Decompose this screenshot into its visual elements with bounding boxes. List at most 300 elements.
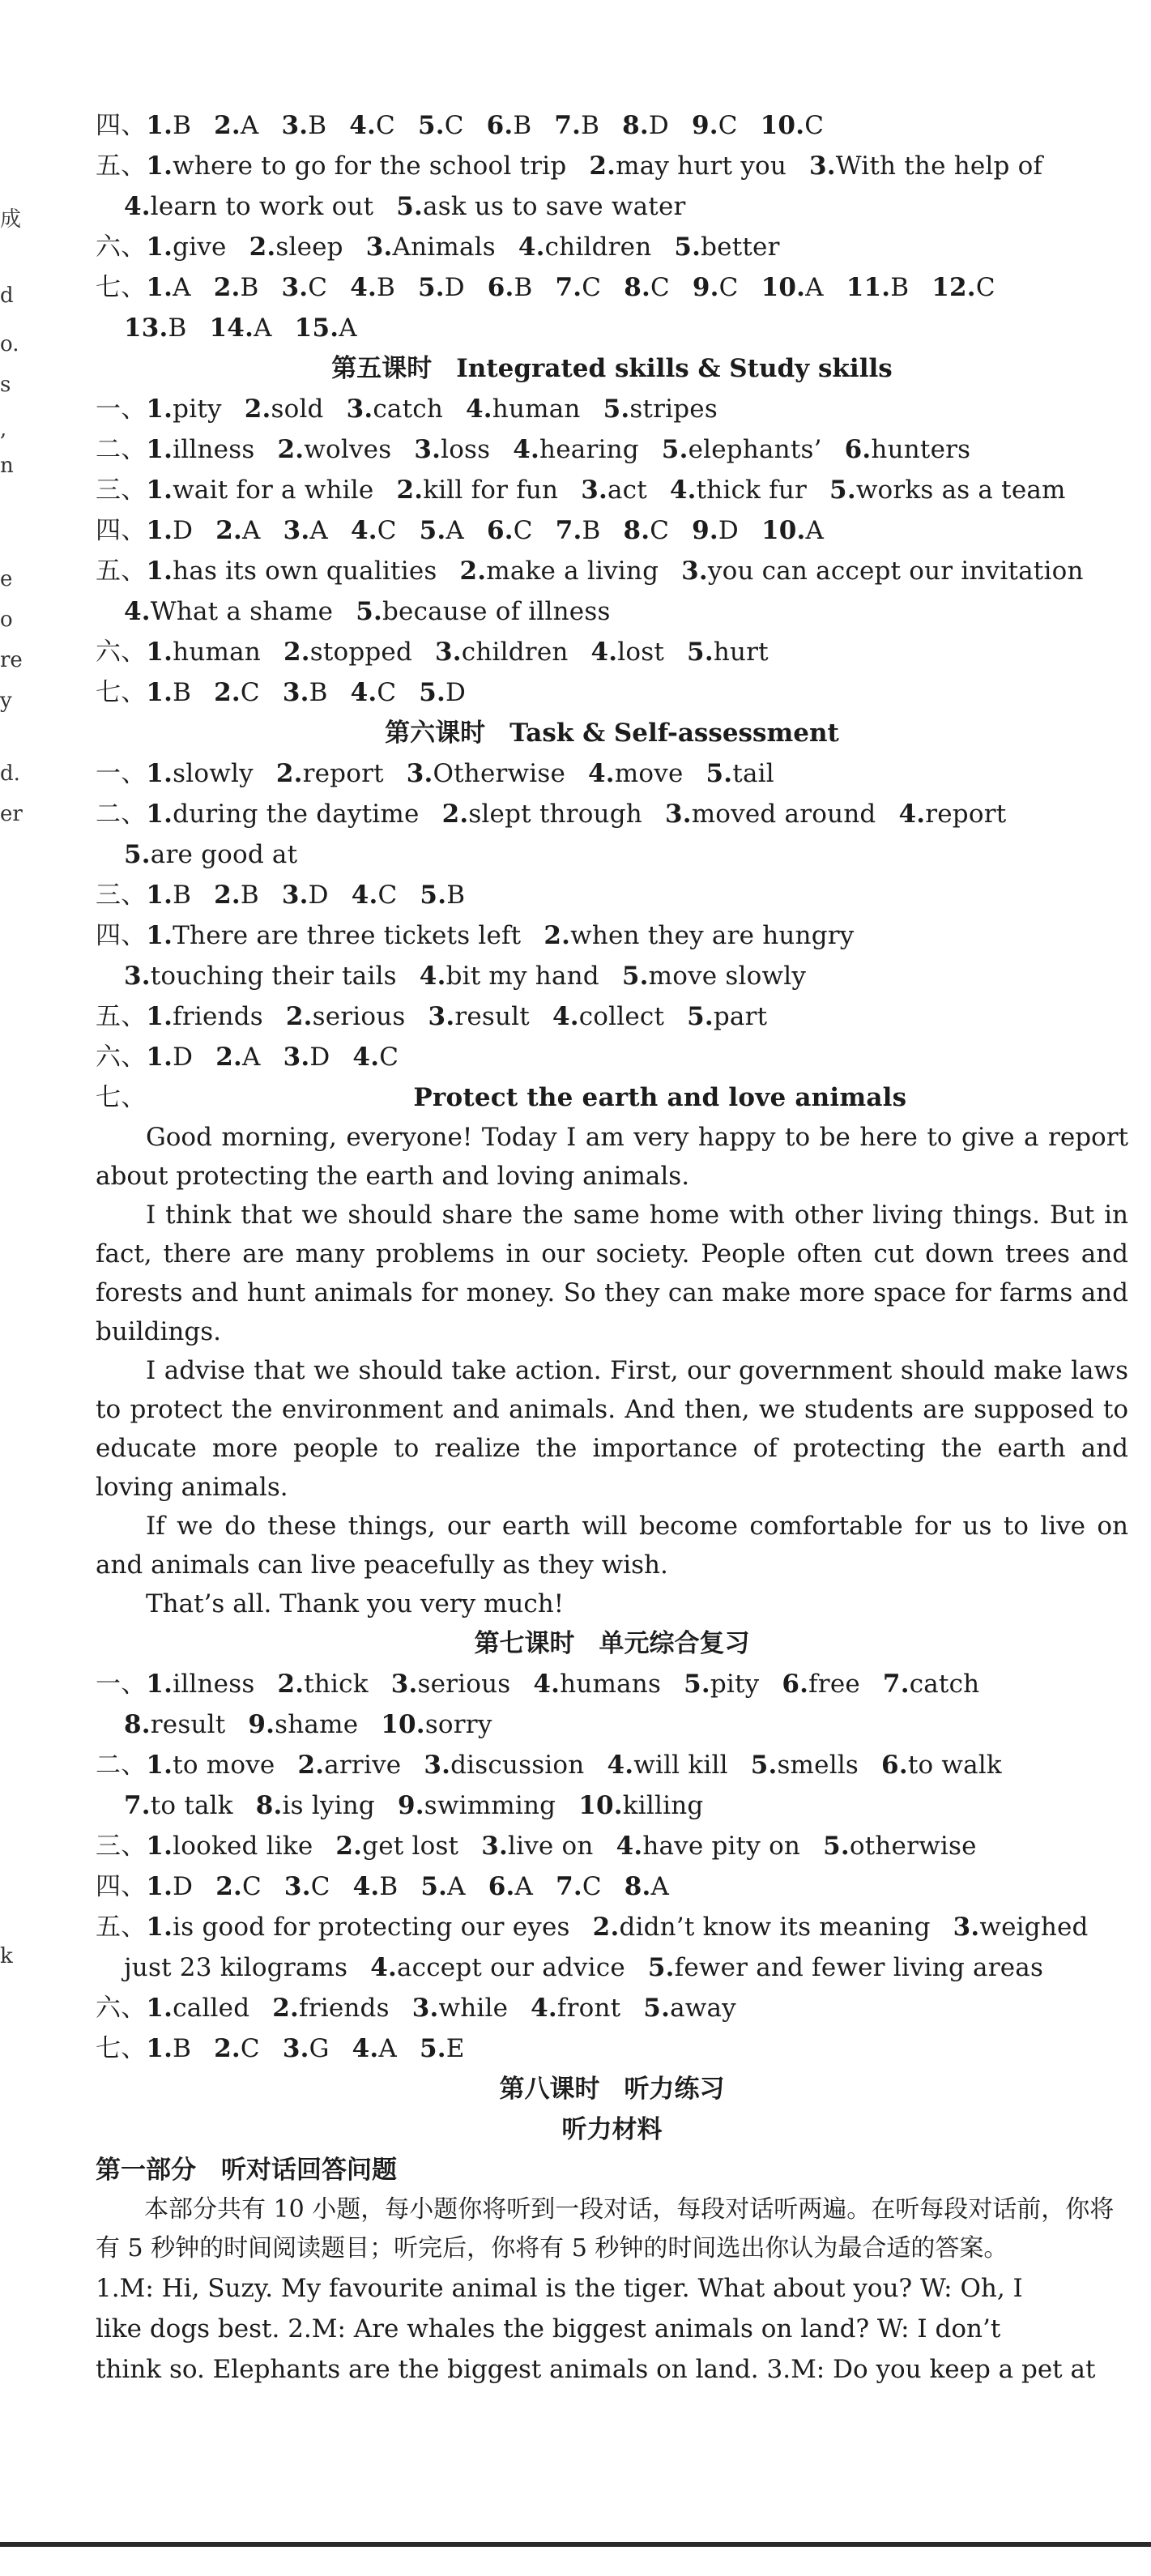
item-number: 2. [297, 1751, 325, 1780]
item-answer: thick fur [696, 476, 808, 505]
item-number: 3. [283, 1043, 310, 1072]
item-answer: D [173, 516, 194, 545]
item-number: 2. [283, 638, 310, 667]
item-answer: D [309, 1043, 330, 1072]
item-answer: free [808, 1670, 860, 1699]
item-number: 2. [544, 921, 571, 950]
item-number: 3. [428, 1002, 455, 1031]
item-answer: C [975, 273, 995, 302]
item-answer: C [242, 1872, 262, 1901]
section-number: 一、 [96, 759, 147, 788]
answer-item [214, 881, 259, 910]
answer-item [214, 111, 258, 140]
item-number: 9. [691, 111, 718, 140]
item-number: 2. [244, 395, 271, 424]
item-answer: children [461, 638, 569, 667]
item-answer: A [650, 1872, 670, 1901]
answer-item [351, 678, 397, 707]
item-answer: hurt [713, 638, 769, 667]
item-answer: friends [299, 1994, 390, 2023]
margin-glyph: y [0, 689, 12, 713]
item-number: 2. [592, 1913, 620, 1942]
item-number: 4. [124, 192, 151, 221]
item-number: 1. [146, 1994, 173, 2023]
item-number: 2. [215, 1043, 242, 1072]
answer-line [96, 1664, 1128, 1704]
answer-item [352, 2034, 397, 2063]
answer-item [146, 678, 191, 707]
item-answer: is lying [282, 1791, 375, 1820]
essay-heading-line [96, 1077, 1128, 1118]
answer-item [146, 395, 221, 424]
item-answer: away [670, 1994, 736, 2023]
answer-item [554, 111, 599, 140]
answer-item [578, 1791, 703, 1820]
answer-item [603, 395, 718, 424]
answer-item [418, 111, 464, 140]
item-number: 5. [643, 1994, 671, 2023]
section-number: 四、 [96, 1872, 147, 1901]
item-number: 5. [687, 638, 714, 667]
answer-item [481, 1832, 593, 1861]
answer-item [146, 1043, 193, 1072]
essay-paragraph: I advise that we should take action. First, our government should make laws to protect the environment and animals. And then, we students are supposed to educate more people to realize the importance of protecting the earth and loving animals. [96, 1356, 1128, 1502]
answer-item [459, 557, 659, 586]
answer-item [898, 800, 1006, 829]
answer-item [146, 557, 437, 586]
item-number: 4. [531, 1994, 557, 2023]
item-number: 4. [124, 597, 151, 626]
item-number: 5. [419, 516, 446, 545]
answer-line [96, 672, 1128, 713]
item-answer: hearing [539, 435, 639, 464]
answer-item [124, 1953, 347, 1982]
answer-item [391, 1670, 511, 1699]
item-answer: B [446, 881, 466, 910]
item-number: 2. [277, 435, 305, 464]
answer-item [286, 1002, 406, 1031]
part-one-instructions: 本部分共有 10 小题，每小题你将听到一段对话，每段对话听两遍。在听每段对话前，你将有 5 秒钟的时间阅读题目；听完后，你将有 5 秒钟的时间选出你认为最合适的答案。 [96, 2195, 1115, 2263]
item-number: 5. [396, 192, 424, 221]
item-answer: B [173, 111, 192, 140]
answer-item [442, 800, 642, 829]
margin-glyph: d [0, 284, 14, 308]
item-answer: will kill [633, 1751, 728, 1780]
item-number: 3. [283, 1872, 311, 1901]
item-answer: D [445, 678, 467, 707]
item-number: 3. [681, 557, 708, 586]
item-answer: children [544, 232, 652, 262]
answer-line [96, 146, 1128, 186]
item-answer: elephants’ [688, 435, 822, 464]
item-answer: B [173, 678, 192, 707]
item-answer: otherwise [849, 1832, 977, 1861]
item-answer: B [582, 516, 601, 545]
item-number: 1. [146, 800, 173, 829]
item-number: 5. [823, 1832, 850, 1861]
answer-item [544, 921, 854, 950]
section-number: 四、 [96, 516, 147, 545]
item-number: 7. [556, 1872, 582, 1901]
answer-item [214, 678, 260, 707]
answer-item [845, 435, 971, 464]
answer-item [349, 111, 395, 140]
item-number: 10. [761, 516, 806, 545]
section-number: 一、 [96, 395, 147, 424]
item-number: 5. [647, 1953, 675, 1982]
item-number: 7. [124, 1791, 151, 1820]
item-number: 3. [406, 759, 433, 788]
item-number: 1. [146, 111, 173, 140]
answer-line [96, 1947, 1128, 1988]
lesson-title-en: Task & Self-assessment [509, 719, 839, 748]
answer-item [146, 435, 254, 464]
item-answer: give [173, 232, 227, 262]
item-number: 2. [335, 1832, 363, 1861]
item-number: 3. [481, 1832, 508, 1861]
item-answer: B [376, 273, 395, 302]
item-number: 4. [590, 638, 618, 667]
answer-item [146, 1002, 262, 1031]
margin-glyph: o [0, 608, 13, 632]
item-answer: act [607, 476, 647, 505]
item-answer: didn’t know its meaning [619, 1913, 931, 1942]
item-answer: while [438, 1994, 509, 2023]
answer-item [146, 2034, 191, 2063]
item-answer: learn to work out [150, 192, 374, 221]
item-number: 10. [578, 1791, 623, 1820]
item-number: 12. [931, 273, 976, 302]
item-number: 2. [589, 151, 616, 181]
item-answer: better [701, 232, 780, 262]
answer-item [418, 273, 465, 302]
item-number: 2. [215, 1872, 242, 1901]
answer-item [295, 313, 357, 343]
item-number: 1. [146, 1913, 173, 1942]
section-number: 五、 [96, 1002, 147, 1031]
item-number: 1. [146, 1043, 173, 1072]
answer-item [823, 1832, 977, 1861]
answer-item [953, 1913, 1089, 1942]
answer-item [284, 1872, 330, 1901]
answer-item [146, 921, 521, 950]
item-answer: C [582, 273, 602, 302]
item-number: 1. [146, 1872, 173, 1901]
transcript-line: think so. Elephants are the biggest animals on land. 3.M: Do you keep a pet at [96, 2355, 1096, 2384]
answer-item [146, 881, 191, 910]
item-number: 2. [459, 557, 487, 586]
item-number: 1. [146, 2034, 173, 2063]
item-answer: part [713, 1002, 768, 1031]
answer-item [488, 1872, 533, 1901]
answer-item [693, 273, 739, 302]
item-number: 5. [419, 2034, 446, 2063]
item-number: 5. [124, 840, 151, 869]
item-number: 7. [554, 111, 582, 140]
item-answer: C [308, 273, 328, 302]
answer-item [665, 800, 876, 829]
item-answer: C [513, 516, 533, 545]
answer-item [829, 476, 1066, 505]
item-answer: B [240, 273, 259, 302]
item-answer: humans [560, 1670, 662, 1699]
item-answer: result [454, 1002, 530, 1031]
answer-item [283, 516, 328, 545]
item-answer: looked like [173, 1832, 313, 1861]
item-answer: D [718, 516, 739, 545]
answer-line [96, 632, 1128, 672]
answer-item [420, 2034, 465, 2063]
answer-item [593, 1913, 931, 1942]
answer-item [124, 840, 297, 869]
item-number: 4. [419, 962, 446, 991]
item-answer: E [445, 2034, 465, 2063]
item-number: 1. [146, 395, 173, 424]
answer-line [96, 227, 1128, 267]
lesson-heading [96, 713, 1128, 753]
margin-glyph: k [0, 1944, 13, 1968]
answer-item [684, 1670, 759, 1699]
answer-item [277, 435, 391, 464]
item-answer: hunters [871, 435, 971, 464]
answer-item [146, 1670, 254, 1699]
answer-item [366, 232, 496, 262]
answer-line [96, 389, 1128, 429]
item-answer: has its own qualities [173, 557, 437, 586]
section-number: 二、 [96, 435, 147, 464]
item-number: 10. [761, 273, 806, 302]
item-number: 2. [441, 800, 469, 829]
item-answer: G [309, 2034, 330, 2063]
answer-item [352, 881, 398, 910]
item-number: 10. [760, 111, 805, 140]
item-number: 5. [603, 395, 630, 424]
item-answer: lost [617, 638, 665, 667]
item-answer: fewer and fewer living areas [674, 1953, 1044, 1982]
item-number: 3. [664, 800, 692, 829]
answer-item [412, 1994, 508, 2023]
essay-paragraph: If we do these things, our earth will become comfortable for us to live on and animals can live peacefully as they wish. [96, 1512, 1128, 1580]
answer-item [245, 395, 324, 424]
item-number: 2. [214, 2034, 241, 2063]
item-answer: C [379, 1043, 399, 1072]
answer-item [248, 1710, 358, 1739]
item-answer: works as a team [855, 476, 1066, 505]
item-number: 4. [513, 435, 540, 464]
item-number: 3. [283, 516, 310, 545]
answer-content [96, 105, 1128, 2390]
item-number: 2. [214, 111, 241, 140]
item-answer: C [650, 273, 670, 302]
item-number: 1. [146, 678, 173, 707]
item-answer: slowly [173, 759, 254, 788]
item-answer: A [242, 1043, 261, 1072]
answer-line [96, 1988, 1128, 2028]
item-number: 4. [588, 759, 615, 788]
item-number: 2. [214, 881, 241, 910]
item-number: 1. [146, 1751, 173, 1780]
answer-item [407, 759, 565, 788]
item-number: 5. [621, 962, 649, 991]
item-number: 1. [146, 1670, 173, 1699]
answer-item [581, 476, 647, 505]
item-answer: kill for fun [423, 476, 559, 505]
item-answer: just 23 kilograms [124, 1953, 348, 1982]
item-answer: illness [173, 435, 255, 464]
item-number: 1. [146, 1832, 173, 1861]
answer-item [210, 313, 272, 343]
lesson-title-zh: 第七课时 [474, 1629, 575, 1658]
answer-item [356, 597, 610, 626]
item-answer: sorry [424, 1710, 492, 1739]
item-answer: stripes [629, 395, 718, 424]
transcript-line: 1.M: Hi, Suzy. My favourite animal is the tiger. What about you? W: Oh, I [96, 2274, 1023, 2303]
item-answer: arrive [324, 1751, 402, 1780]
answer-line [96, 1785, 1128, 1826]
item-number: 4. [352, 2034, 379, 2063]
section-number: 二、 [96, 800, 147, 829]
item-answer: move [614, 759, 684, 788]
lesson-title-zh: 第八课时 [499, 2075, 600, 2104]
answer-item [761, 516, 824, 545]
margin-glyph: n [0, 454, 14, 478]
item-answer: A [242, 516, 261, 545]
item-number: 15. [294, 313, 339, 343]
item-number: 5. [706, 759, 733, 788]
section-number: 三、 [96, 476, 147, 505]
answer-line [96, 1037, 1128, 1077]
lesson-title-en: 听力练习 [624, 2075, 725, 2104]
item-number: 6. [881, 1751, 908, 1780]
answer-item [761, 111, 824, 140]
item-answer: catch [373, 395, 444, 424]
item-answer: A [309, 516, 328, 545]
answer-item [687, 1002, 767, 1031]
item-number: 9. [692, 273, 719, 302]
section-number: 二、 [96, 1751, 147, 1780]
item-number: 3. [435, 638, 462, 667]
item-answer: A [378, 2034, 397, 2063]
answer-item [809, 151, 1042, 181]
item-number: 4. [552, 1002, 579, 1031]
item-answer: touching their tails [150, 962, 397, 991]
answer-item [146, 273, 190, 302]
item-answer: loss [441, 435, 491, 464]
answer-line [96, 105, 1128, 146]
item-answer: B [514, 273, 533, 302]
answer-line [96, 1866, 1128, 1907]
item-answer: C [376, 111, 395, 140]
item-number: 1. [146, 921, 173, 950]
answer-item [589, 151, 787, 181]
answer-line [96, 2028, 1128, 2069]
item-number: 2. [215, 516, 242, 545]
answer-item [146, 151, 566, 181]
answer-item [124, 962, 397, 991]
answer-item [706, 759, 774, 788]
item-answer: A [805, 516, 825, 545]
item-number: 8. [622, 111, 649, 140]
item-answer: are good at [150, 840, 298, 869]
item-answer: Animals [392, 232, 496, 262]
item-number: 3. [346, 395, 373, 424]
answer-item [487, 111, 532, 140]
item-number: 1. [146, 1002, 173, 1031]
item-number: 8. [624, 273, 650, 302]
item-number: 10. [381, 1710, 425, 1739]
answer-item [282, 273, 328, 302]
previous-page-margin-bleed [0, 0, 32, 2576]
answer-item [420, 881, 465, 910]
item-answer: slept through [468, 800, 642, 829]
lesson-heading [96, 2069, 1128, 2109]
answer-line [96, 956, 1128, 996]
answer-line [96, 551, 1128, 591]
answer-item [692, 516, 739, 545]
item-answer: front [556, 1994, 621, 2023]
item-number: 3. [411, 1994, 439, 2023]
item-answer: to move [173, 1751, 275, 1780]
item-answer: A [445, 516, 464, 545]
item-answer: called [173, 1994, 250, 2023]
answer-item [353, 1872, 399, 1901]
item-answer: is good for protecting our eyes [173, 1913, 570, 1942]
answer-item [146, 759, 253, 788]
section-number: 七、 [96, 273, 147, 302]
item-number: 2. [272, 1994, 300, 2023]
item-number: 4. [370, 1953, 397, 1982]
item-answer: A [173, 273, 191, 302]
item-number: 4. [350, 516, 377, 545]
lesson-heading [96, 1623, 1128, 1664]
margin-glyph: re [0, 648, 23, 672]
item-answer: A [339, 313, 357, 343]
answer-item [396, 192, 685, 221]
answer-line [96, 591, 1128, 632]
answer-item [350, 273, 395, 302]
item-number: 6. [487, 516, 514, 545]
margin-glyph: d. [0, 761, 20, 786]
item-answer: B [309, 678, 328, 707]
margin-glyph: er [0, 802, 23, 826]
item-answer: B [308, 111, 327, 140]
item-answer: sold [271, 395, 324, 424]
answer-item [214, 273, 259, 302]
lesson-heading [96, 348, 1128, 389]
item-answer: make a living [486, 557, 659, 586]
item-number: 5. [417, 273, 445, 302]
lesson-title-en: Integrated skills & Study skills [456, 354, 893, 383]
item-answer: C [377, 881, 398, 910]
answer-line [96, 1745, 1128, 1785]
section-number: 五、 [96, 1913, 147, 1942]
item-number: 1. [146, 273, 173, 302]
item-number: 8. [623, 516, 650, 545]
item-answer: accept our advice [397, 1953, 625, 1982]
item-answer: D [173, 1872, 194, 1901]
answer-item [124, 597, 333, 626]
answer-item [622, 111, 669, 140]
item-answer: because of illness [382, 597, 611, 626]
answer-item [622, 962, 806, 991]
item-number: 4. [350, 678, 377, 707]
item-answer: B [581, 111, 600, 140]
answer-item [424, 1751, 584, 1780]
item-answer: thick [304, 1670, 369, 1699]
answer-item [124, 313, 187, 343]
item-answer: C [377, 678, 397, 707]
answer-item [552, 1002, 664, 1031]
